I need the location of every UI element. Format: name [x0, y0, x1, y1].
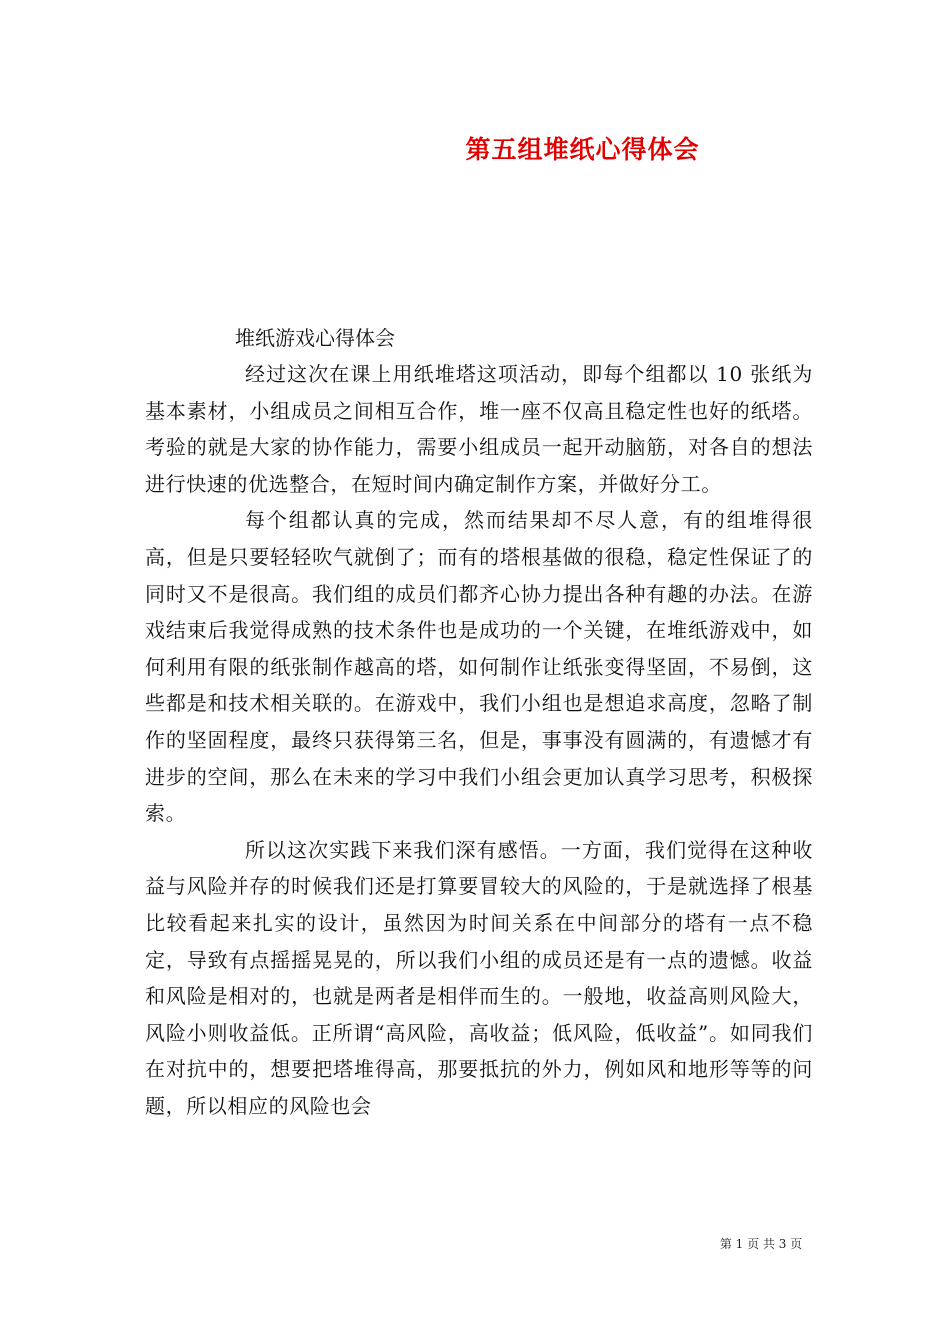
paragraph-2: 每个组都认真的完成，然而结果却不尽人意，有的组堆得很高，但是只要轻轻吹气就倒了；而有的塔根基做的很稳，稳定性保证了的同时又不是很高。我们组的成员们都齐心协力提出各种有趣的办法。在游戏结束后我觉得成熟的技术条件也是成功的一个关键，在堆纸游戏中，如何利用有限的纸张制作越高的塔，如何制作让纸张变得坚固，不易倒，这些都是和技术相关联的。在游戏中，我们小组也是想追求高度，忽略了制作的坚固程度，最终只获得第三名，但是，事事没有圆满的，有遗憾才有进步的空间，那么在未来的学习中我们小组会更加认真学习思考，积极探索。 — [145, 508, 813, 826]
paragraph-1: 经过这次在课上用纸堆塔这项活动，即每个组都以 10 张纸为基本素材，小组成员之间相互合作，堆一座不仅高且稳定性也好的纸塔。考验的就是大家的协作能力，需要小组成员一起开动脑筋，对各自的想法进行快速的优选整合，在短时间内确定制作方案，并做好分工。 — [145, 362, 813, 496]
paragraph-3: 所以这次实践下来我们深有感悟。一方面，我们觉得在这种收益与风险并存的时候我们还是打算要冒较大的风险的，于是就选择了根基比较看起来扎实的设计，虽然因为时间关系在中间部分的塔有一点不稳定，导致有点摇摇晃晃的，所以我们小组的成员还是有一点的遗憾。收益和风险是相对的，也就是两者是相伴而生的。一般地，收益高则风险大，风险小则收益低。正所谓“高风险，高收益；低风险，低收益”。如同我们在对抗中的，想要把塔堆得高，那要抵抗的外力，例如风和地形等等的问题，所以相应的风险也会 — [145, 837, 813, 1118]
document-body — [145, 320, 813, 1124]
document-subtitle: 堆纸游戏心得体会 — [235, 326, 395, 350]
page-number-footer: 第 1 页 共 3 页 — [719, 1237, 803, 1251]
document-title: 第五组堆纸心得体会 — [465, 135, 700, 164]
